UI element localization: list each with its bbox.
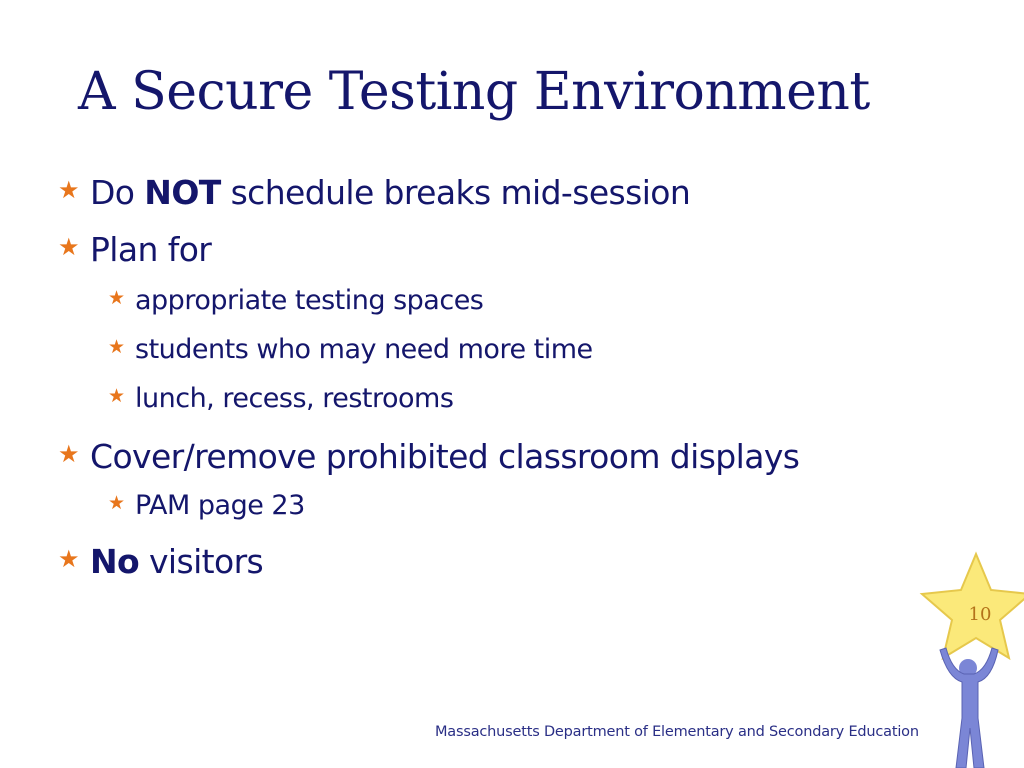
bullet-text-part: lunch, recess, restrooms — [135, 383, 454, 414]
bullet-text-emphasis: NOT — [144, 173, 221, 212]
bullet-text-part: PAM page 23 — [135, 490, 305, 521]
bullet-item-level-1 — [58, 230, 211, 269]
star-bullet-icon: ★ — [108, 491, 125, 514]
bullet-text — [135, 490, 305, 521]
star-bullet-icon: ★ — [58, 439, 79, 468]
bullet-item-level-1 — [58, 542, 263, 581]
star-bullet-icon: ★ — [108, 286, 125, 309]
bullet-text-part: visitors — [139, 542, 264, 581]
person-holding-star-icon — [918, 550, 1024, 768]
bullet-text — [90, 173, 690, 212]
bullet-text — [90, 437, 799, 476]
bullet-item-level-2 — [108, 490, 305, 521]
bullet-item-level-2 — [108, 383, 453, 414]
slide-title: A Secure Testing Environment — [78, 62, 870, 122]
bullet-text-part: Cover/remove prohibited classroom displays — [90, 437, 800, 476]
star-bullet-icon: ★ — [108, 335, 125, 358]
bullet-text-part: students who may need more time — [135, 334, 593, 365]
bullet-text-part: appropriate testing spaces — [135, 285, 484, 316]
bullet-text-part: Plan for — [90, 230, 212, 269]
star-bullet-icon: ★ — [108, 384, 125, 407]
bullet-item-level-1 — [58, 173, 690, 212]
bullet-text — [135, 334, 593, 365]
bullet-text — [135, 285, 483, 316]
bullet-item-level-2 — [108, 285, 483, 316]
bullet-text — [135, 383, 453, 414]
bullet-item-level-2 — [108, 334, 593, 365]
page-number: 10 — [968, 604, 992, 625]
star-bullet-icon: ★ — [58, 175, 79, 204]
bullet-text — [90, 230, 211, 269]
bullet-text-emphasis: No — [90, 542, 140, 581]
star-bullet-icon: ★ — [58, 232, 79, 261]
footer-text: Massachusetts Department of Elementary and Secondary Education — [435, 724, 919, 740]
bullet-text-part: Do — [90, 173, 145, 212]
bullet-text-part: schedule breaks mid-session — [220, 173, 691, 212]
star-bullet-icon: ★ — [58, 544, 79, 573]
bullet-item-level-1 — [58, 437, 799, 476]
bullet-text — [90, 542, 263, 581]
